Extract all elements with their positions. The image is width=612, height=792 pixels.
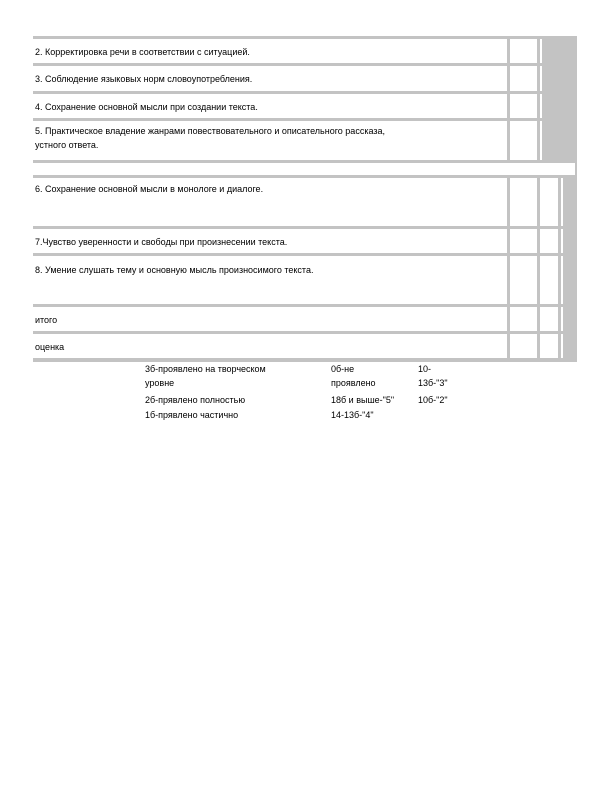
legend-level-3: 3б-проявлено на творческом уровне — [145, 364, 266, 388]
criterion-6-score-cell[interactable] — [510, 178, 537, 226]
criterion-7-score-cell[interactable] — [510, 229, 537, 253]
legend-level-0: 0б-не проявлено — [331, 364, 376, 388]
assessment-table — [33, 36, 577, 362]
criterion-2-score-cell[interactable] — [510, 39, 537, 63]
criterion-5-score-cell[interactable] — [510, 121, 537, 160]
grade-score-cell[interactable] — [510, 334, 537, 358]
criterion-5-label: 5. Практическое владение жанрами повествовательного и описательного рассказа, устного ответа. — [33, 121, 507, 160]
criterion-7-label: 7.Чувство уверенности и свободы при произнесении текста. — [33, 229, 507, 253]
total-score-cell[interactable] — [510, 307, 537, 331]
criterion-4-score-cell[interactable] — [510, 94, 537, 118]
criterion-8-label: 8. Умение слушать тему и основную мысль произносимого текста. — [33, 256, 507, 304]
legend-level-2: 2б-прявлено полностью — [145, 395, 246, 405]
criterion-7-extra-cell[interactable] — [540, 229, 558, 253]
criterion-3-label: 3. Соблюдение языковых норм словоупотребления. — [33, 66, 507, 91]
criterion-6-label: 6. Сохранение основной мысли в монологе и диалоге. — [33, 178, 507, 226]
legend-grade-2: 10б-"2" — [418, 395, 448, 405]
criterion-4-label: 4. Сохранение основной мысли при создании текста. — [33, 94, 507, 118]
grade-extra-cell[interactable] — [540, 334, 558, 358]
criterion-8-score-cell[interactable] — [510, 256, 537, 304]
criterion-8-extra-cell[interactable] — [540, 256, 558, 304]
criterion-2-label: 2. Корректировка речи в соответствии с ситуацией. — [33, 39, 507, 63]
criterion-5-extra-cell[interactable] — [540, 121, 542, 160]
grade-label: оценка — [33, 334, 507, 358]
criterion-3-extra-cell[interactable] — [540, 66, 542, 91]
criterion-2-extra-cell[interactable] — [540, 39, 542, 63]
criterion-6-extra-cell-2[interactable] — [561, 178, 563, 226]
legend-grade-5: 18б и выше-"5" — [331, 395, 395, 405]
legend-level-1: 1б-прявлено частично — [145, 410, 239, 420]
section-separator-row — [33, 163, 575, 175]
criterion-7-extra-cell-2[interactable] — [561, 229, 563, 253]
criterion-8-extra-cell-2[interactable] — [561, 256, 563, 304]
total-extra-cell[interactable] — [540, 307, 558, 331]
legend-grade-3: 10- 13б-"3" — [418, 364, 448, 388]
total-label: итого — [33, 307, 507, 331]
criterion-6-extra-cell[interactable] — [540, 178, 558, 226]
grade-extra-cell-2[interactable] — [561, 334, 563, 358]
criterion-3-score-cell[interactable] — [510, 66, 537, 91]
total-extra-cell-2[interactable] — [561, 307, 563, 331]
legend-grade-4: 14-13б-"4" — [331, 410, 374, 420]
criterion-4-extra-cell[interactable] — [540, 94, 542, 118]
